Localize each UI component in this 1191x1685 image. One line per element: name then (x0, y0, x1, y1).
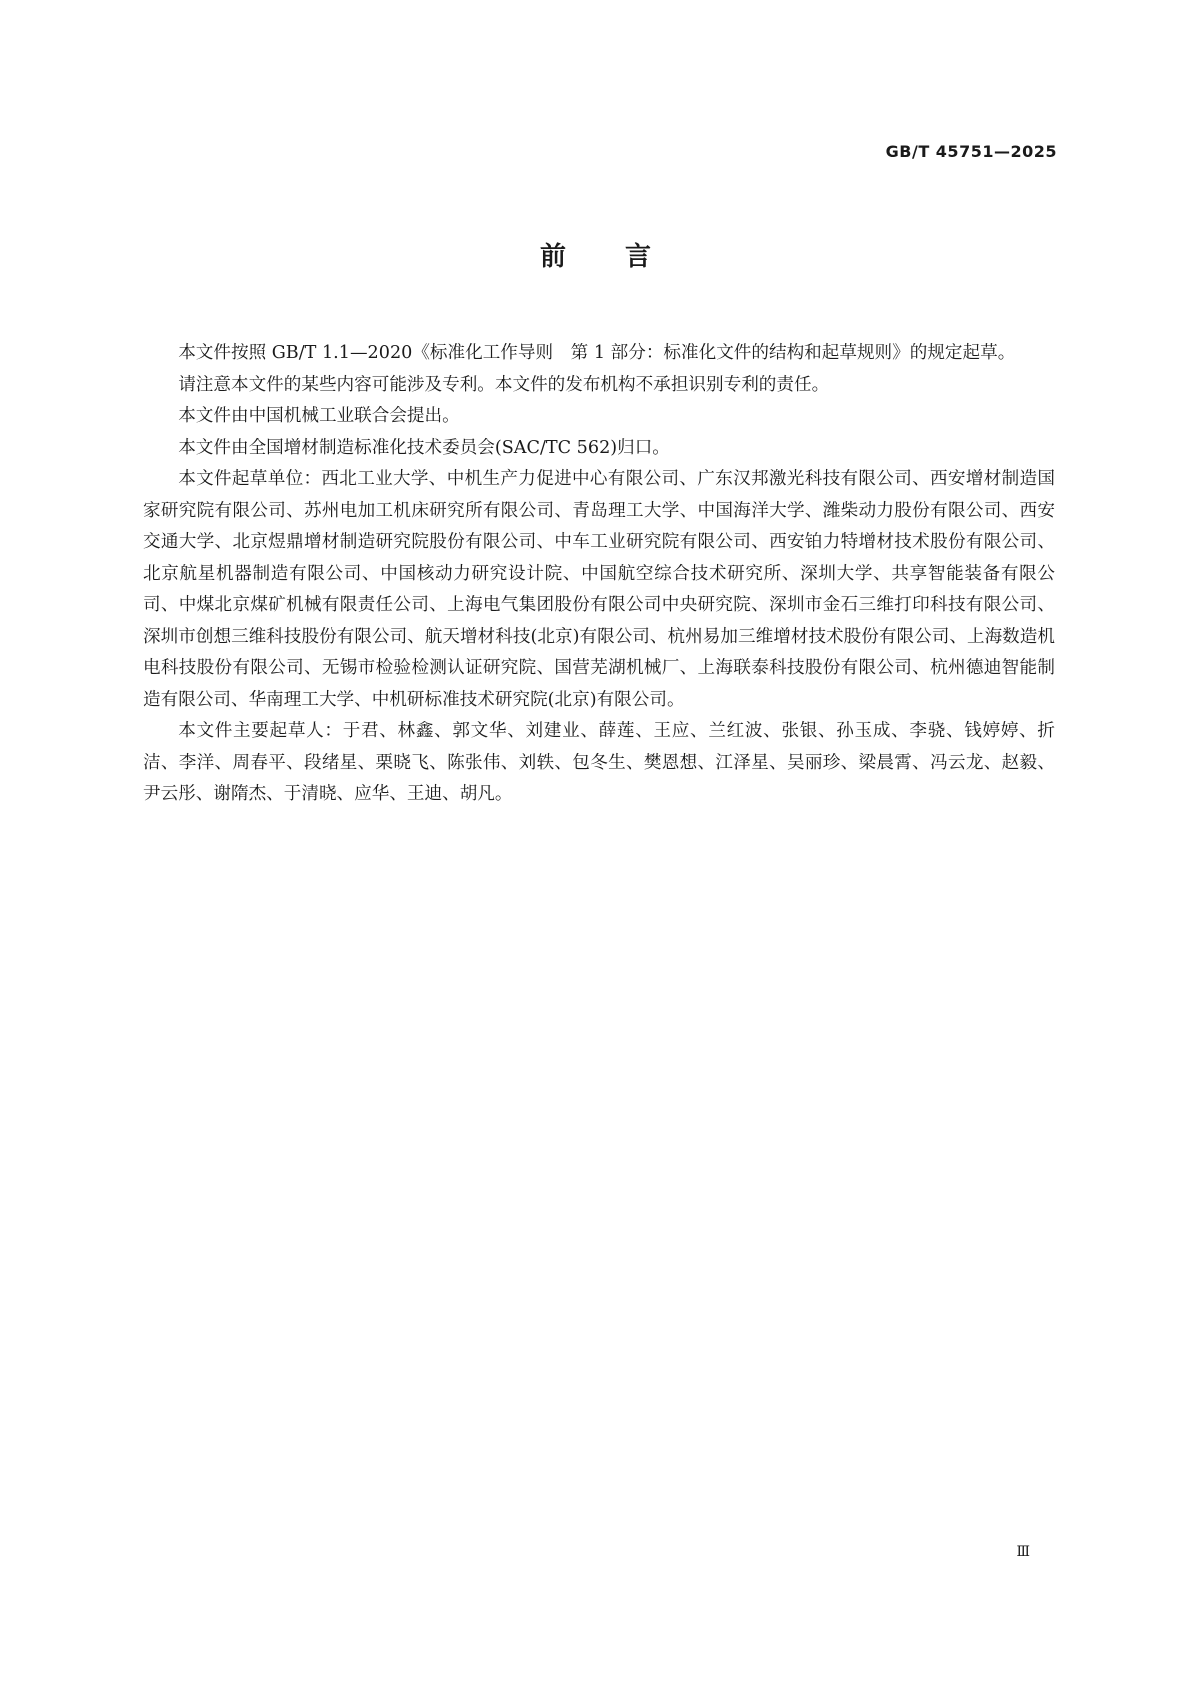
paragraph-proposer: 本文件由中国机械工业联合会提出。 (178, 406, 460, 426)
paragraph-drafting-rules: 本文件按照 GB/T 1.1—2020《标准化工作导则 第 1 部分：标准化文件的结构和起草规则》的规定起草。 (178, 343, 1016, 363)
paragraph-patent-notice: 请注意本文件的某些内容可能涉及专利。本文件的发布机构不承担识别专利的责任。 (178, 374, 830, 395)
page-number: Ⅲ (1016, 1544, 1030, 1560)
foreword-body (143, 338, 1055, 811)
page-title: 前 言 (539, 242, 652, 272)
paragraph-drafting-units: 本文件起草单位：西北工业大学、中机生产力促进中心有限公司、广东汉邦激光科技有限公司、西安增材制造国家研究院有限公司、苏州电加工机床研究所有限公司、青岛理工大学、中国海洋大学、潍柴动力股份有限公司、西安交通大学、北京煜鼎增材制造研究院股份有限公司、中车工业研究院有限公司、西安铂力特增材技术股份有限公司、北京航星机器制造有限公司、中国核动力研究设计院、中国航空综合技术研究所、深圳大学、共享智能装备有限公司、中煤北京煤矿机械有限责任公司、上海电气集团股份有限公司中央研究院、深圳市金石三维打印科技有限公司、深圳市创想三维科技股份有限公司、航天增材科技(北京)有限公司、杭州易加三维增材技术股份有限公司、上海数造机电科技股份有限公司、无锡市检验检测认证研究院、国营芜湖机械厂、上海联泰科技股份有限公司、杭州德迪智能制造有限公司、华南理工大学、中机研标准技术研究院(北京)有限公司。 (143, 469, 1055, 710)
paragraph-administrator: 本文件由全国增材制造标准化技术委员会(SAC/TC 562)归口。 (178, 437, 670, 458)
document-code: GB/T 45751—2025 (885, 142, 1057, 161)
paragraph-drafters: 本文件主要起草人：于君、林鑫、郭文华、刘建业、薛莲、王应、兰红波、张银、孙玉成、李骁、钱婷婷、折洁、李洋、周春平、段绪星、栗晓飞、陈张伟、刘轶、包冬生、樊恩想、江泽星、吴丽珍、梁晨霄、冯云龙、赵毅、尹云彤、谢隋杰、于清晓、应华、王迪、胡凡。 (143, 721, 1055, 804)
